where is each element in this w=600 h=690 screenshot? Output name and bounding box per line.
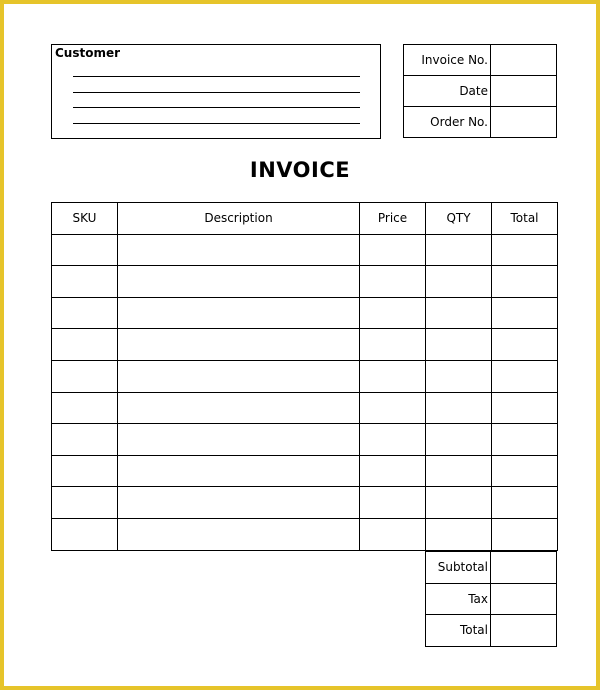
- column-header-description: Description: [118, 203, 360, 235]
- table-row: [52, 360, 558, 392]
- summary-row-tax: [426, 583, 557, 615]
- table-row: [52, 297, 558, 329]
- cell-price[interactable]: [360, 518, 426, 550]
- cell-sku[interactable]: [52, 297, 118, 329]
- table-row: [52, 392, 558, 424]
- cell-description[interactable]: [118, 266, 360, 298]
- cell-qty[interactable]: [426, 518, 492, 550]
- info-row-order-no: [404, 107, 557, 138]
- cell-qty[interactable]: [426, 266, 492, 298]
- cell-total[interactable]: [492, 392, 558, 424]
- cell-description[interactable]: [118, 487, 360, 519]
- cell-price[interactable]: [360, 424, 426, 456]
- order-no-field[interactable]: [491, 107, 557, 138]
- cell-sku[interactable]: [52, 392, 118, 424]
- tax-field[interactable]: [491, 583, 557, 615]
- summary-row-total: [426, 615, 557, 647]
- page-title: INVOICE: [249, 158, 351, 182]
- line-items-body: [52, 234, 558, 550]
- table-row: [52, 266, 558, 298]
- column-header-total: Total: [492, 203, 558, 235]
- summary-table: [425, 551, 557, 647]
- column-header-qty: QTY: [426, 203, 492, 235]
- cell-qty[interactable]: [426, 297, 492, 329]
- customer-box: [51, 44, 381, 139]
- cell-total[interactable]: [492, 455, 558, 487]
- cell-qty[interactable]: [426, 360, 492, 392]
- subtotal-label: Subtotal: [426, 552, 491, 584]
- cell-price[interactable]: [360, 487, 426, 519]
- cell-sku[interactable]: [52, 266, 118, 298]
- table-row: [52, 487, 558, 519]
- column-header-price: Price: [360, 203, 426, 235]
- cell-description[interactable]: [118, 360, 360, 392]
- cell-qty[interactable]: [426, 487, 492, 519]
- cell-price[interactable]: [360, 266, 426, 298]
- cell-sku[interactable]: [52, 360, 118, 392]
- cell-qty[interactable]: [426, 455, 492, 487]
- cell-sku[interactable]: [52, 455, 118, 487]
- cell-description[interactable]: [118, 518, 360, 550]
- cell-description[interactable]: [118, 234, 360, 266]
- cell-total[interactable]: [492, 234, 558, 266]
- table-row: [52, 518, 558, 550]
- cell-qty[interactable]: [426, 392, 492, 424]
- cell-sku[interactable]: [52, 487, 118, 519]
- cell-total[interactable]: [492, 424, 558, 456]
- cell-total[interactable]: [492, 487, 558, 519]
- table-row: [52, 424, 558, 456]
- cell-sku[interactable]: [52, 329, 118, 361]
- date-label: Date: [404, 76, 491, 107]
- cell-price[interactable]: [360, 297, 426, 329]
- table-header-row: [52, 203, 558, 235]
- cell-total[interactable]: [492, 360, 558, 392]
- invoice-no-label: Invoice No.: [404, 45, 491, 76]
- cell-qty[interactable]: [426, 424, 492, 456]
- info-row-invoice-no: [404, 45, 557, 76]
- cell-qty[interactable]: [426, 329, 492, 361]
- cell-sku[interactable]: [52, 518, 118, 550]
- invoice-no-field[interactable]: [491, 45, 557, 76]
- cell-total[interactable]: [492, 329, 558, 361]
- customer-line[interactable]: [73, 123, 360, 124]
- cell-price[interactable]: [360, 234, 426, 266]
- customer-line[interactable]: [73, 107, 360, 108]
- cell-description[interactable]: [118, 329, 360, 361]
- cell-total[interactable]: [492, 266, 558, 298]
- customer-line[interactable]: [73, 92, 360, 93]
- customer-line[interactable]: [73, 76, 360, 77]
- total-label: Total: [426, 615, 491, 647]
- total-field[interactable]: [491, 615, 557, 647]
- cell-price[interactable]: [360, 392, 426, 424]
- cell-price[interactable]: [360, 360, 426, 392]
- cell-sku[interactable]: [52, 424, 118, 456]
- table-row: [52, 455, 558, 487]
- date-field[interactable]: [491, 76, 557, 107]
- summary-row-subtotal: [426, 552, 557, 584]
- order-no-label: Order No.: [404, 107, 491, 138]
- customer-label: Customer: [55, 46, 121, 60]
- cell-total[interactable]: [492, 518, 558, 550]
- table-row: [52, 234, 558, 266]
- line-items-table: [51, 202, 558, 551]
- tax-label: Tax: [426, 583, 491, 615]
- column-header-sku: SKU: [52, 203, 118, 235]
- table-row: [52, 329, 558, 361]
- subtotal-field[interactable]: [491, 552, 557, 584]
- invoice-info-table: [403, 44, 557, 138]
- cell-description[interactable]: [118, 297, 360, 329]
- cell-qty[interactable]: [426, 234, 492, 266]
- cell-total[interactable]: [492, 297, 558, 329]
- info-row-date: [404, 76, 557, 107]
- cell-description[interactable]: [118, 392, 360, 424]
- cell-description[interactable]: [118, 424, 360, 456]
- cell-price[interactable]: [360, 329, 426, 361]
- cell-sku[interactable]: [52, 234, 118, 266]
- cell-description[interactable]: [118, 455, 360, 487]
- cell-price[interactable]: [360, 455, 426, 487]
